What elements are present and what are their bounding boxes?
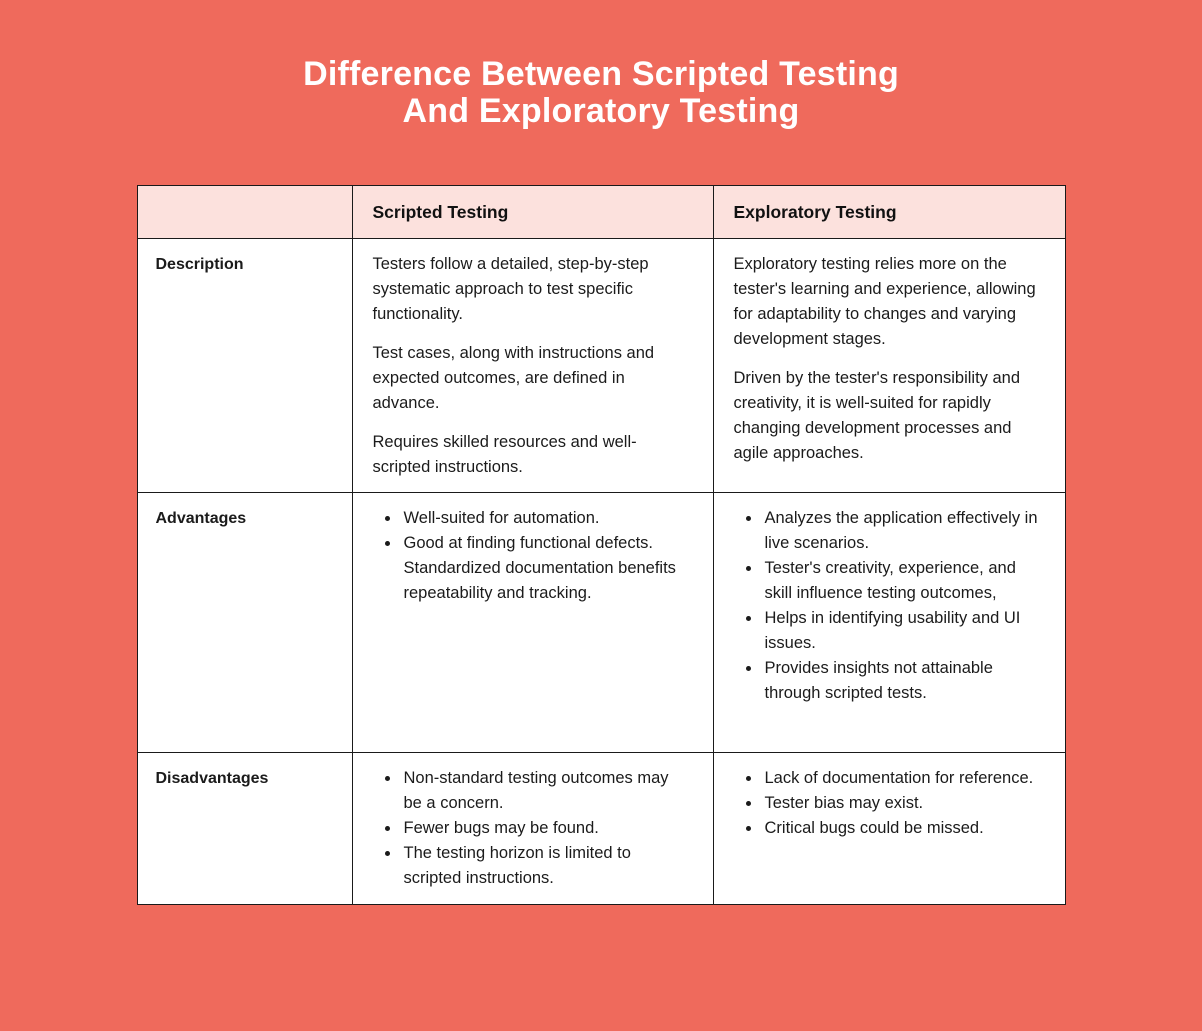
comparison-table — [137, 185, 1066, 905]
row-label-disadvantages: Disadvantages — [137, 753, 352, 905]
bullet-list — [734, 766, 1043, 841]
paragraph: Requires skilled resources and well-scripted instructions. — [372, 433, 637, 476]
bullet-item: • Helps in identifying usability and UI issues. — [762, 606, 1043, 656]
bullet-item: • Non-standard testing outcomes may be a concern. — [401, 766, 691, 816]
cell-description-exploratory — [713, 239, 1065, 493]
page-title — [0, 56, 1202, 130]
cell-disadvantages-exploratory — [713, 753, 1065, 905]
cell-description-scripted — [352, 239, 713, 493]
header-cell-scripted-testing: Scripted Testing — [352, 186, 713, 239]
page-title-line1: Difference Between Scripted Testing — [303, 55, 899, 93]
table-row-advantages — [137, 493, 1065, 753]
cell-disadvantages-scripted — [352, 753, 713, 905]
bullet-item: • Fewer bugs may be found. — [401, 816, 691, 841]
table-header-row — [137, 186, 1065, 239]
bullet-item: • Well-suited for automation. — [401, 506, 691, 531]
bullet-item: • Provides insights not attainable through scripted tests. — [762, 656, 1043, 706]
bullet-item: • Good at finding functional defects. Standardized documentation benefits repeatability and tracking. — [401, 531, 691, 606]
page-title-line2: And Exploratory Testing — [402, 92, 800, 130]
table-row-disadvantages — [137, 753, 1065, 905]
paragraph: Test cases, along with instructions and expected outcomes, are defined in advance. — [372, 344, 655, 412]
header-cell-exploratory-testing: Exploratory Testing — [713, 186, 1065, 239]
bullet-item: • Analyzes the application effectively in live scenarios. — [762, 506, 1043, 556]
bullet-item: • Lack of documentation for reference. — [762, 766, 1043, 791]
bullet-item: • Tester's creativity, experience, and skill influence testing outcomes, — [762, 556, 1043, 606]
paragraph: Testers follow a detailed, step-by-step systematic approach to test specific functionality. — [372, 255, 649, 323]
table-row-description — [137, 239, 1065, 493]
row-label-advantages: Advantages — [137, 493, 352, 753]
row-label-description: Description — [137, 239, 352, 493]
cell-advantages-exploratory — [713, 493, 1065, 753]
header-cell-blank — [137, 186, 352, 239]
paragraph: Exploratory testing relies more on the tester's learning and experience, allowing for adaptability to changes and varying development stages. — [733, 255, 1036, 348]
bullet-list — [734, 506, 1043, 706]
bullet-item: • The testing horizon is limited to scripted instructions. — [401, 841, 691, 891]
bullet-list — [373, 766, 691, 891]
paragraph: Driven by the tester's responsibility and creativity, it is well-suited for rapidly changing development processes and agile approaches. — [733, 369, 1021, 462]
cell-advantages-scripted — [352, 493, 713, 753]
bullet-item: • Critical bugs could be missed. — [762, 816, 1043, 841]
bullet-list — [373, 506, 691, 606]
bullet-item: • Tester bias may exist. — [762, 791, 1043, 816]
